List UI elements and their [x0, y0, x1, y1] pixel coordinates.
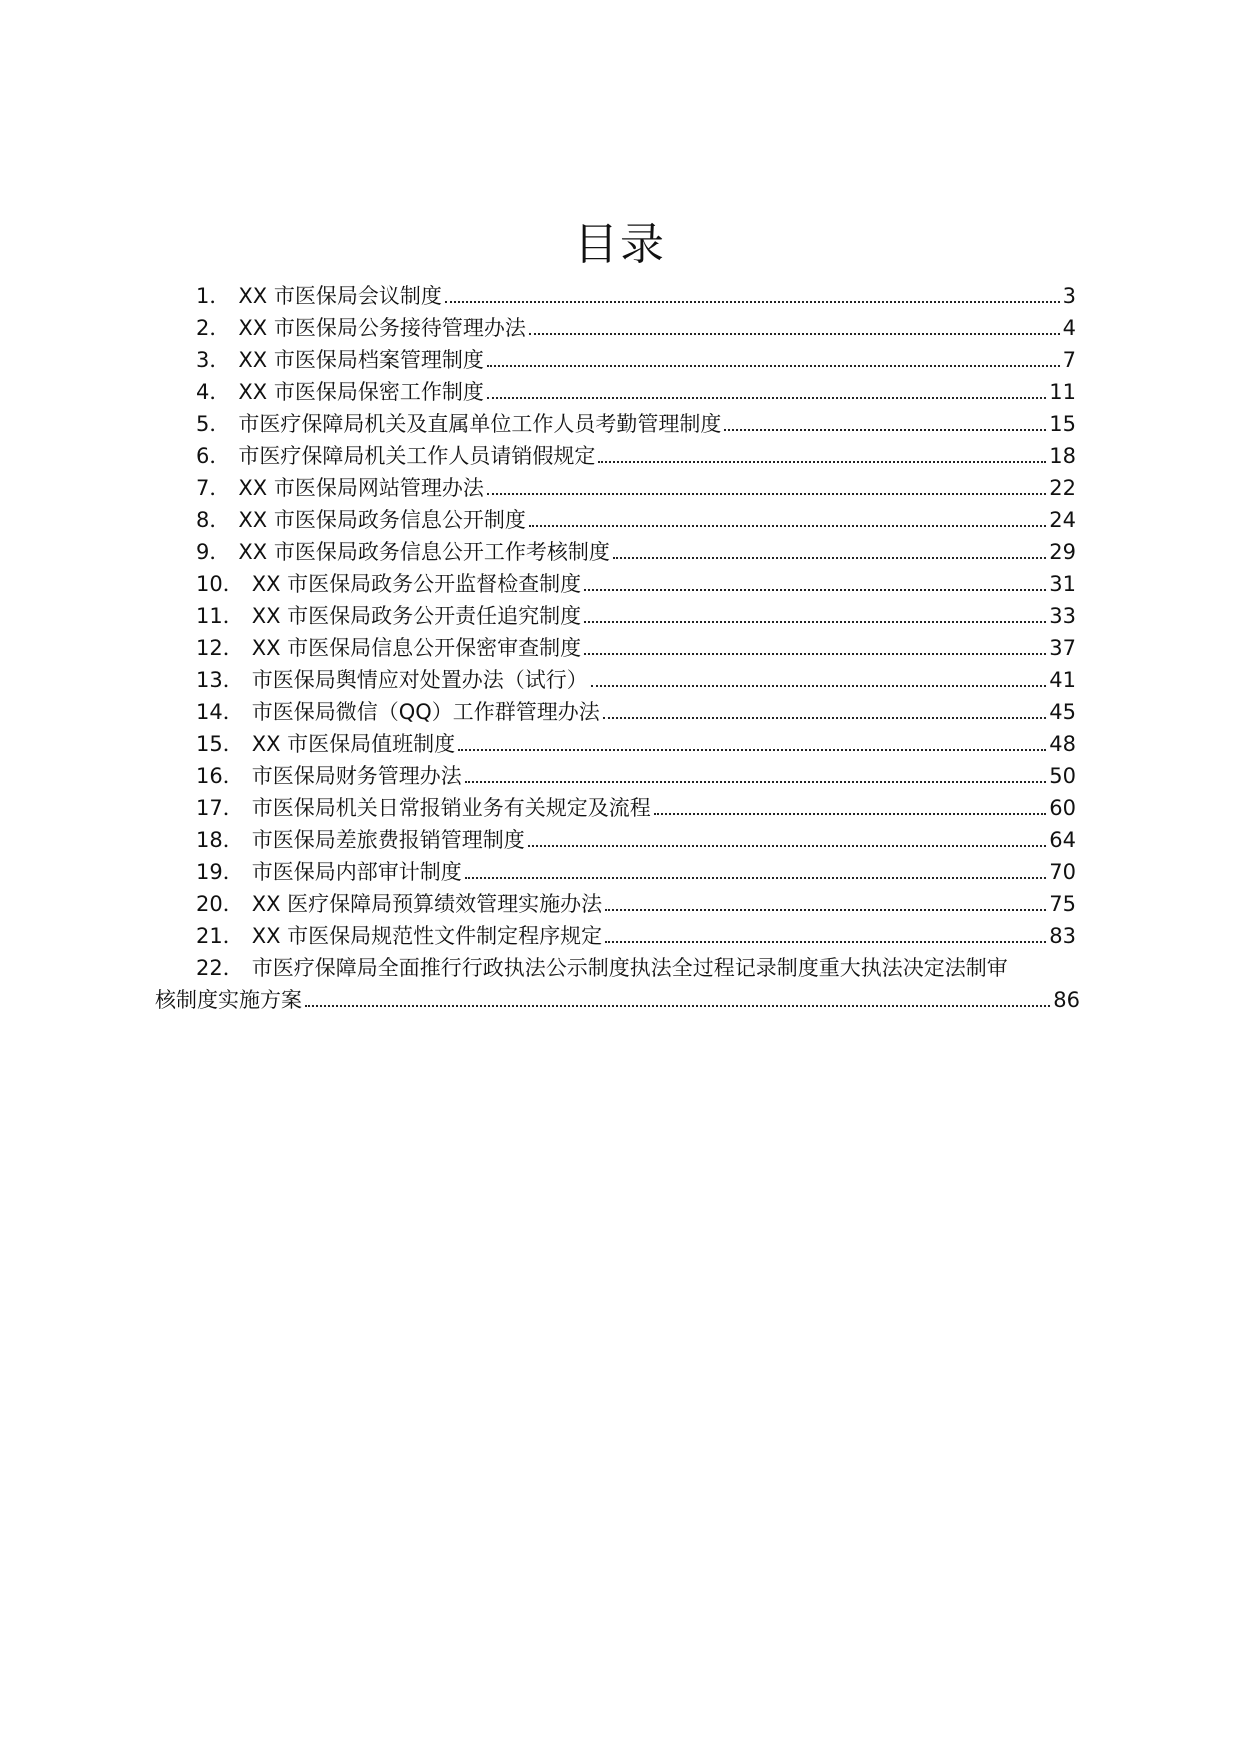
toc-entry-number: 3． [196, 348, 231, 372]
toc-entry-page: 18 [1049, 444, 1076, 468]
dot-leader [487, 365, 1060, 367]
dot-leader [465, 877, 1047, 879]
toc-entry-page: 3 [1062, 284, 1076, 308]
toc-entry-label: XX 市医保局政务公开监督检查制度 [251, 572, 582, 596]
toc-entry-line-2 [155, 984, 1080, 1016]
toc-entry[interactable] [196, 824, 1076, 856]
toc-entry[interactable] [196, 280, 1076, 312]
toc-entry-number: 12． [196, 636, 244, 660]
dot-leader [529, 333, 1060, 335]
toc-entry-page: 11 [1049, 380, 1076, 404]
toc-entry-number: 2． [196, 316, 231, 340]
toc-entry[interactable] [196, 440, 1076, 472]
toc-entry-page: 86 [1053, 988, 1080, 1012]
toc-entry-number: 21． [196, 924, 244, 948]
toc-entry-label: XX 医疗保障局预算绩效管理实施办法 [251, 892, 603, 916]
toc-entry-label: XX 市医保局规范性文件制定程序规定 [251, 924, 603, 948]
toc-entry-label: 市医保局微信（QQ）工作群管理办法 [251, 700, 600, 724]
dot-leader [724, 429, 1046, 431]
toc-entry-number: 1． [196, 284, 231, 308]
toc-entry-number: 8． [196, 508, 231, 532]
toc-entry-page: 70 [1049, 860, 1076, 884]
toc-entry-page: 31 [1049, 572, 1076, 596]
toc-entry-page: 41 [1049, 668, 1076, 692]
dot-leader [654, 813, 1047, 815]
toc-entry-page: 50 [1049, 764, 1076, 788]
toc-entry-number: 19． [196, 860, 244, 884]
toc-entry-number: 5． [196, 412, 231, 436]
toc-entry-number: 7． [196, 476, 231, 500]
toc-entry-label: 市医保局财务管理办法 [251, 764, 462, 788]
toc-entry-page: 37 [1049, 636, 1076, 660]
toc-entry-number: 4． [196, 380, 231, 404]
dot-leader [605, 941, 1046, 943]
toc-entry-number: 10． [196, 572, 244, 596]
toc-entry-label: 市医保局机关日常报销业务有关规定及流程 [251, 796, 651, 820]
toc-entry-page: 33 [1049, 604, 1076, 628]
toc-entry-number: 15． [196, 732, 244, 756]
toc-entry-page: 15 [1049, 412, 1076, 436]
toc-entry[interactable] [196, 408, 1076, 440]
toc-entry-page: 60 [1049, 796, 1076, 820]
toc-entry-label: XX 市医保局值班制度 [251, 732, 456, 756]
toc-entry-page: 29 [1049, 540, 1076, 564]
toc-entry-number: 11． [196, 604, 244, 628]
toc-entry-page: 4 [1062, 316, 1076, 340]
dot-leader [528, 845, 1047, 847]
toc-entry-label: 市医保局舆情应对处置办法（试行） [251, 668, 588, 692]
toc-entry-page: 83 [1049, 924, 1076, 948]
toc-entry-label: XX 市医保局公务接待管理办法 [238, 316, 526, 340]
toc-entry-label-continued: 核制度实施方案 [155, 988, 302, 1012]
toc-entry[interactable] [196, 376, 1076, 408]
toc-entry-label: XX 市医保局会议制度 [238, 284, 442, 308]
toc-entry-label: 市医疗保障局机关工作人员请销假规定 [238, 444, 596, 468]
toc-entry-label: XX 市医保局网站管理办法 [238, 476, 484, 500]
toc-entry[interactable] [196, 600, 1076, 632]
toc-entry-label: 市医保局内部审计制度 [251, 860, 462, 884]
toc-entry-page: 75 [1049, 892, 1076, 916]
toc-entry[interactable] [196, 888, 1076, 920]
dot-leader [591, 685, 1047, 687]
dot-leader [603, 717, 1046, 719]
dot-leader [605, 909, 1046, 911]
dot-leader [598, 461, 1046, 463]
toc-entry-page: 45 [1049, 700, 1076, 724]
toc-entry-number: 18． [196, 828, 244, 852]
toc-entry[interactable] [196, 792, 1076, 824]
toc-entry[interactable] [196, 760, 1076, 792]
toc-entry-label: 市医疗保障局机关及直属单位工作人员考勤管理制度 [238, 412, 722, 436]
toc-entry[interactable] [196, 664, 1076, 696]
toc-entry-number: 20． [196, 892, 244, 916]
toc-entry[interactable] [196, 632, 1076, 664]
toc-entry[interactable] [196, 472, 1076, 504]
toc-entry-label: XX 市医保局信息公开保密审查制度 [251, 636, 582, 660]
toc-entry-number: 17． [196, 796, 244, 820]
toc-entry-page: 7 [1062, 348, 1076, 372]
toc-entry[interactable] [196, 728, 1076, 760]
toc-entry-label: XX 市医保局档案管理制度 [238, 348, 484, 372]
dot-leader [305, 1005, 1050, 1007]
toc-entry[interactable] [196, 856, 1076, 888]
dot-leader [487, 397, 1046, 399]
dot-leader [613, 557, 1046, 559]
toc-entry-page: 48 [1049, 732, 1076, 756]
toc-entry-number: 22． [196, 956, 244, 980]
page-title: 目录 [574, 219, 666, 270]
dot-leader [487, 493, 1046, 495]
toc-entry[interactable] [196, 344, 1076, 376]
toc-entry-number: 14． [196, 700, 244, 724]
dot-leader [458, 749, 1046, 751]
toc-entry-number: 6． [196, 444, 231, 468]
dot-leader [584, 621, 1046, 623]
toc-entry[interactable] [196, 504, 1076, 536]
toc-entry-label: XX 市医保局保密工作制度 [238, 380, 484, 404]
toc-entry-page: 22 [1049, 476, 1076, 500]
toc-entry-label: XX 市医保局政务信息公开工作考核制度 [238, 540, 610, 564]
toc-entry-line-1 [196, 952, 1076, 984]
toc-entry-label: 市医保局差旅费报销管理制度 [251, 828, 525, 852]
toc-entry-page: 24 [1049, 508, 1076, 532]
dot-leader [465, 781, 1047, 783]
dot-leader [584, 589, 1046, 591]
toc-entry-label: XX 市医保局政务信息公开制度 [238, 508, 526, 532]
toc-entry-number: 16． [196, 764, 244, 788]
dot-leader [445, 301, 1060, 303]
toc-entry[interactable] [196, 696, 1076, 728]
toc-entry-number: 13． [196, 668, 244, 692]
toc-entry[interactable] [196, 312, 1076, 344]
toc-entry-label: XX 市医保局政务公开责任追究制度 [251, 604, 582, 628]
toc-entry-label: 市医疗保障局全面推行行政执法公示制度执法全过程记录制度重大执法决定法制审 [251, 956, 1008, 980]
toc-entry-page: 64 [1049, 828, 1076, 852]
toc-entry[interactable] [196, 920, 1076, 952]
toc-entry-number: 9． [196, 540, 231, 564]
toc-entry[interactable] [196, 568, 1076, 600]
toc-entry[interactable] [196, 536, 1076, 568]
dot-leader [529, 525, 1046, 527]
dot-leader [584, 653, 1046, 655]
